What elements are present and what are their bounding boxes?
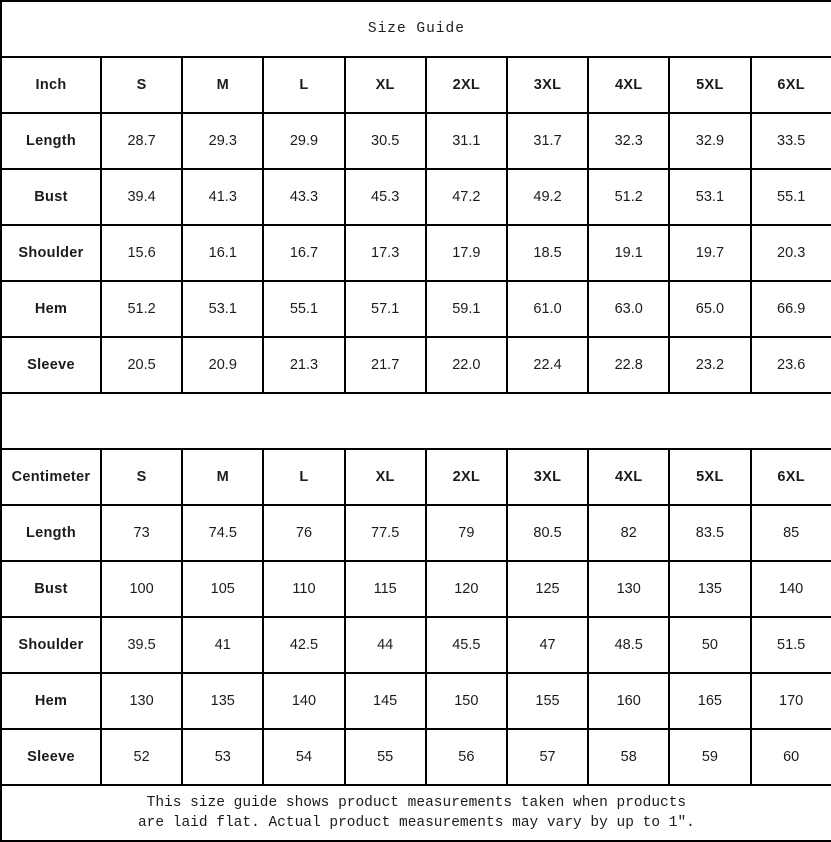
measurement-value-cell: 66.9 bbox=[751, 281, 831, 337]
measurement-value-cell: 23.6 bbox=[751, 337, 831, 393]
footer-note-line2: are laid flat. Actual product measurements may vary by up to 1″. bbox=[137, 815, 695, 831]
measurement-value-cell: 44 bbox=[345, 617, 426, 673]
row-label-cell: Sleeve bbox=[1, 337, 101, 393]
measurement-value-cell: 22.0 bbox=[426, 337, 507, 393]
measurement-value-cell: 130 bbox=[101, 673, 182, 729]
measurement-value-cell: 55.1 bbox=[263, 281, 344, 337]
measurement-value-cell: 50 bbox=[669, 617, 750, 673]
row-label-cell: Bust bbox=[1, 169, 101, 225]
size-column-header: L bbox=[263, 57, 344, 113]
row-label-cell: Shoulder bbox=[1, 617, 101, 673]
measurement-value-cell: 31.7 bbox=[507, 113, 588, 169]
measurement-value-cell: 74.5 bbox=[182, 505, 263, 561]
measurement-value-cell: 53.1 bbox=[182, 281, 263, 337]
measurement-value-cell: 61.0 bbox=[507, 281, 588, 337]
measurement-value-cell: 160 bbox=[588, 673, 669, 729]
measurement-value-cell: 30.5 bbox=[345, 113, 426, 169]
spacer-row bbox=[1, 393, 831, 449]
row-label-cell: Length bbox=[1, 505, 101, 561]
unit-label-cell: Inch bbox=[1, 57, 101, 113]
measurement-value-cell: 76 bbox=[263, 505, 344, 561]
measurement-value-cell: 51.2 bbox=[101, 281, 182, 337]
measurement-value-cell: 105 bbox=[182, 561, 263, 617]
size-column-header: M bbox=[182, 57, 263, 113]
measurement-row bbox=[1, 113, 831, 169]
size-guide-title: Size Guide bbox=[1, 1, 831, 57]
size-header-row bbox=[1, 57, 831, 113]
inch-table-section bbox=[1, 57, 831, 393]
measurement-value-cell: 31.1 bbox=[426, 113, 507, 169]
row-label-cell: Hem bbox=[1, 673, 101, 729]
measurement-value-cell: 22.8 bbox=[588, 337, 669, 393]
footer-note-line1: This size guide shows product measurements taken when products bbox=[146, 795, 687, 811]
measurement-value-cell: 83.5 bbox=[669, 505, 750, 561]
size-column-header: 2XL bbox=[426, 449, 507, 505]
measurement-value-cell: 59.1 bbox=[426, 281, 507, 337]
size-header-row bbox=[1, 449, 831, 505]
measurement-value-cell: 15.6 bbox=[101, 225, 182, 281]
size-column-header: 4XL bbox=[588, 57, 669, 113]
measurement-value-cell: 16.7 bbox=[263, 225, 344, 281]
size-column-header: 2XL bbox=[426, 57, 507, 113]
measurement-value-cell: 135 bbox=[669, 561, 750, 617]
measurement-value-cell: 140 bbox=[751, 561, 831, 617]
measurement-value-cell: 49.2 bbox=[507, 169, 588, 225]
measurement-value-cell: 100 bbox=[101, 561, 182, 617]
measurement-value-cell: 53 bbox=[182, 729, 263, 785]
measurement-value-cell: 16.1 bbox=[182, 225, 263, 281]
measurement-value-cell: 17.3 bbox=[345, 225, 426, 281]
measurement-value-cell: 18.5 bbox=[507, 225, 588, 281]
measurement-value-cell: 63.0 bbox=[588, 281, 669, 337]
measurement-value-cell: 43.3 bbox=[263, 169, 344, 225]
measurement-value-cell: 79 bbox=[426, 505, 507, 561]
measurement-row bbox=[1, 617, 831, 673]
measurement-value-cell: 55.1 bbox=[751, 169, 831, 225]
title-section bbox=[1, 1, 831, 57]
measurement-value-cell: 41.3 bbox=[182, 169, 263, 225]
measurement-value-cell: 54 bbox=[263, 729, 344, 785]
size-column-header: 3XL bbox=[507, 57, 588, 113]
measurement-value-cell: 110 bbox=[263, 561, 344, 617]
measurement-value-cell: 21.3 bbox=[263, 337, 344, 393]
size-column-header: S bbox=[101, 449, 182, 505]
measurement-value-cell: 47 bbox=[507, 617, 588, 673]
measurement-value-cell: 52 bbox=[101, 729, 182, 785]
measurement-value-cell: 59 bbox=[669, 729, 750, 785]
measurement-value-cell: 41 bbox=[182, 617, 263, 673]
measurement-value-cell: 56 bbox=[426, 729, 507, 785]
footer-note bbox=[1, 785, 831, 841]
measurement-row bbox=[1, 281, 831, 337]
measurement-row bbox=[1, 505, 831, 561]
measurement-value-cell: 17.9 bbox=[426, 225, 507, 281]
measurement-value-cell: 82 bbox=[588, 505, 669, 561]
measurement-value-cell: 120 bbox=[426, 561, 507, 617]
measurement-value-cell: 19.1 bbox=[588, 225, 669, 281]
measurement-value-cell: 53.1 bbox=[669, 169, 750, 225]
measurement-value-cell: 20.5 bbox=[101, 337, 182, 393]
row-label-cell: Sleeve bbox=[1, 729, 101, 785]
row-label-cell: Hem bbox=[1, 281, 101, 337]
measurement-value-cell: 150 bbox=[426, 673, 507, 729]
footer-row bbox=[1, 785, 831, 841]
measurement-value-cell: 58 bbox=[588, 729, 669, 785]
measurement-value-cell: 22.4 bbox=[507, 337, 588, 393]
row-label-cell: Length bbox=[1, 113, 101, 169]
measurement-value-cell: 135 bbox=[182, 673, 263, 729]
size-column-header: 6XL bbox=[751, 449, 831, 505]
size-column-header: 4XL bbox=[588, 449, 669, 505]
measurement-row bbox=[1, 337, 831, 393]
title-row bbox=[1, 1, 831, 57]
measurement-value-cell: 39.5 bbox=[101, 617, 182, 673]
centimeter-table-section bbox=[1, 449, 831, 785]
measurement-row bbox=[1, 673, 831, 729]
size-column-header: S bbox=[101, 57, 182, 113]
measurement-value-cell: 55 bbox=[345, 729, 426, 785]
measurement-value-cell: 28.7 bbox=[101, 113, 182, 169]
measurement-value-cell: 140 bbox=[263, 673, 344, 729]
measurement-value-cell: 165 bbox=[669, 673, 750, 729]
size-column-header: XL bbox=[345, 57, 426, 113]
measurement-value-cell: 85 bbox=[751, 505, 831, 561]
measurement-value-cell: 29.3 bbox=[182, 113, 263, 169]
measurement-value-cell: 42.5 bbox=[263, 617, 344, 673]
measurement-value-cell: 115 bbox=[345, 561, 426, 617]
measurement-value-cell: 51.5 bbox=[751, 617, 831, 673]
measurement-value-cell: 45.3 bbox=[345, 169, 426, 225]
measurement-value-cell: 130 bbox=[588, 561, 669, 617]
measurement-value-cell: 39.4 bbox=[101, 169, 182, 225]
measurement-value-cell: 155 bbox=[507, 673, 588, 729]
measurement-value-cell: 57 bbox=[507, 729, 588, 785]
measurement-row bbox=[1, 729, 831, 785]
table-spacer bbox=[1, 393, 831, 449]
measurement-value-cell: 77.5 bbox=[345, 505, 426, 561]
measurement-value-cell: 21.7 bbox=[345, 337, 426, 393]
measurement-row bbox=[1, 561, 831, 617]
row-label-cell: Shoulder bbox=[1, 225, 101, 281]
measurement-value-cell: 29.9 bbox=[263, 113, 344, 169]
measurement-value-cell: 47.2 bbox=[426, 169, 507, 225]
measurement-value-cell: 73 bbox=[101, 505, 182, 561]
measurement-value-cell: 20.3 bbox=[751, 225, 831, 281]
unit-label-cell: Centimeter bbox=[1, 449, 101, 505]
measurement-value-cell: 33.5 bbox=[751, 113, 831, 169]
measurement-value-cell: 20.9 bbox=[182, 337, 263, 393]
size-column-header: 6XL bbox=[751, 57, 831, 113]
measurement-value-cell: 170 bbox=[751, 673, 831, 729]
size-column-header: 5XL bbox=[669, 57, 750, 113]
measurement-row bbox=[1, 169, 831, 225]
measurement-value-cell: 32.3 bbox=[588, 113, 669, 169]
measurement-value-cell: 32.9 bbox=[669, 113, 750, 169]
row-label-cell: Bust bbox=[1, 561, 101, 617]
measurement-value-cell: 80.5 bbox=[507, 505, 588, 561]
size-column-header: L bbox=[263, 449, 344, 505]
measurement-value-cell: 51.2 bbox=[588, 169, 669, 225]
footer-section bbox=[1, 785, 831, 841]
size-column-header: M bbox=[182, 449, 263, 505]
measurement-value-cell: 145 bbox=[345, 673, 426, 729]
spacer-section bbox=[1, 393, 831, 449]
measurement-value-cell: 48.5 bbox=[588, 617, 669, 673]
measurement-value-cell: 45.5 bbox=[426, 617, 507, 673]
size-column-header: 3XL bbox=[507, 449, 588, 505]
size-column-header: 5XL bbox=[669, 449, 750, 505]
measurement-row bbox=[1, 225, 831, 281]
measurement-value-cell: 57.1 bbox=[345, 281, 426, 337]
size-column-header: XL bbox=[345, 449, 426, 505]
measurement-value-cell: 65.0 bbox=[669, 281, 750, 337]
measurement-value-cell: 19.7 bbox=[669, 225, 750, 281]
measurement-value-cell: 23.2 bbox=[669, 337, 750, 393]
measurement-value-cell: 60 bbox=[751, 729, 831, 785]
measurement-value-cell: 125 bbox=[507, 561, 588, 617]
